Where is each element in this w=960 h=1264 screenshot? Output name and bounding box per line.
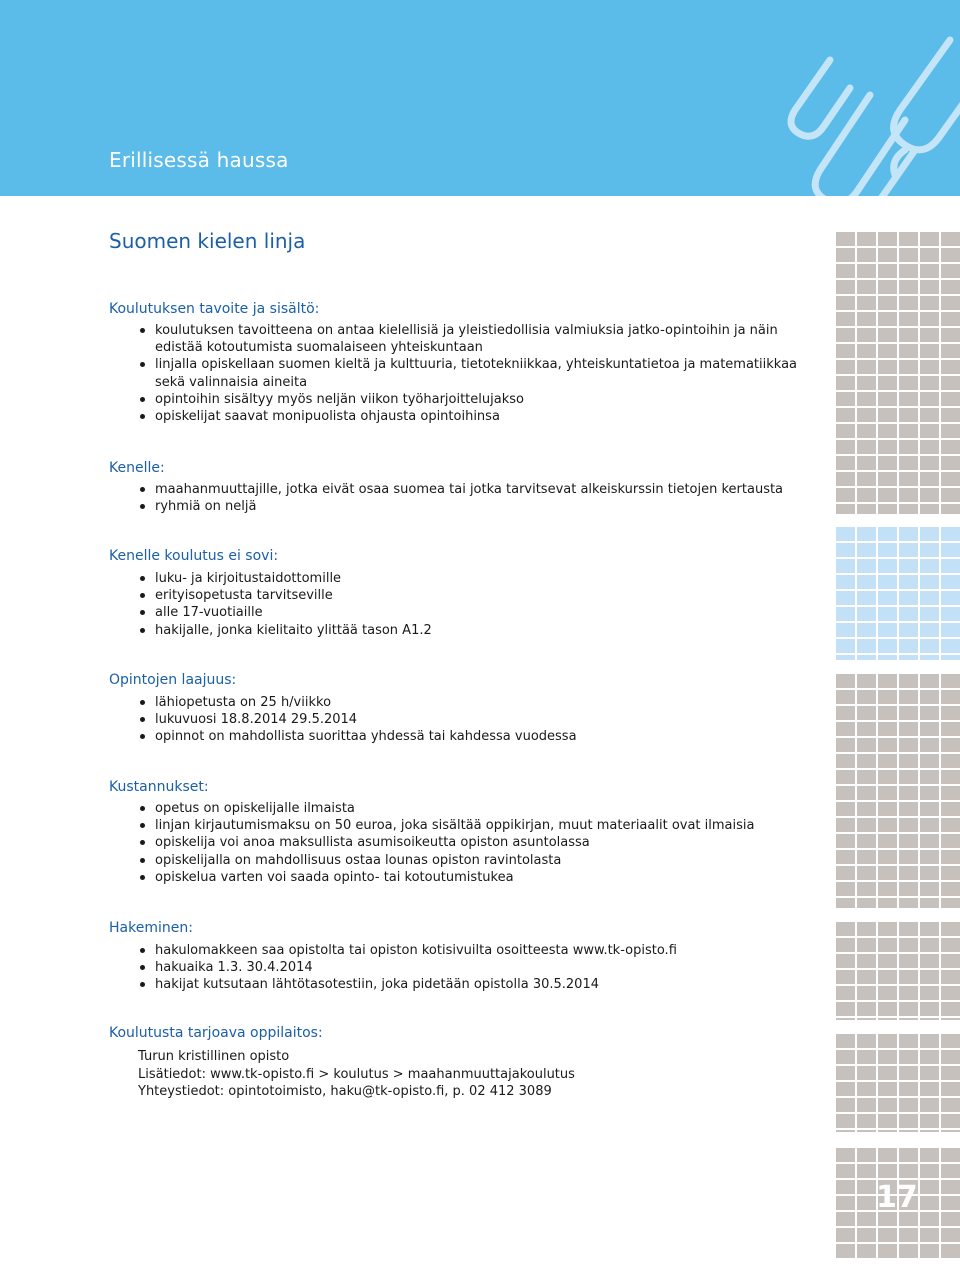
list-item: hakijat kutsutaan lähtötasotestiin, joka pidetään opistolla 30.5.2014 <box>138 976 818 993</box>
list-item: opiskelua varten voi saada opinto- tai kotoutumistukea <box>138 869 818 886</box>
contact-line: Yhteystiedot: opintotoimisto, haku@tk-opisto.fi, p. 02 412 3089 <box>138 1084 552 1099</box>
list-goals <box>138 322 818 425</box>
section-title-costs: Kustannukset: <box>109 779 209 795</box>
list-item: linjan kirjautumismaksu on 50 euroa, joka sisältää oppikirjan, muut materiaalit ovat ilmaisia <box>138 817 818 834</box>
list-scope <box>138 694 818 746</box>
list-item: opetus on opiskelijalle ilmaista <box>138 800 818 817</box>
list-for-whom <box>138 481 818 515</box>
list-item: hakuaika 1.3. 30.4.2014 <box>138 959 818 976</box>
header-banner <box>0 0 960 196</box>
section-title-applying: Hakeminen: <box>109 920 193 936</box>
list-item: ryhmiä on neljä <box>138 498 818 515</box>
list-not-for <box>138 570 818 639</box>
institution-name: Turun kristillinen opisto <box>138 1049 290 1064</box>
grid-block-gray-3 <box>834 920 960 1020</box>
list-item: hakulomakkeen saa opistolta tai opiston kotisivuilta osoitteesta www.tk-opisto.fi <box>138 942 818 959</box>
grid-block-gray-1 <box>834 230 960 514</box>
grid-block-gray-4 <box>834 1032 960 1132</box>
more-info-line: Lisätiedot: www.tk-opisto.fi > koulutus > maahanmuuttajakoulutus <box>138 1066 575 1082</box>
list-item: lukuvuosi 18.8.2014 29.5.2014 <box>138 711 818 728</box>
list-item: opintoihin sisältyy myös neljän viikon työharjoittelujakso <box>138 391 818 408</box>
list-item: alle 17-vuotiaille <box>138 604 818 621</box>
section-title-for-whom: Kenelle: <box>109 460 165 476</box>
grid-block-gray-2 <box>834 672 960 908</box>
header-title: Erillisessä haussa <box>109 148 289 172</box>
paperclip-decoration-icon <box>700 0 960 196</box>
list-item: hakijalle, jonka kielitaito ylittää tason A1.2 <box>138 622 818 639</box>
list-item: opiskelijalla on mahdollisuus ostaa lounas opiston ravintolasta <box>138 852 818 869</box>
list-applying <box>138 942 818 994</box>
page-number: 17 <box>876 1180 918 1215</box>
list-item: opinnot on mahdollista suorittaa yhdessä tai kahdessa vuodessa <box>138 728 818 745</box>
list-costs <box>138 800 818 886</box>
list-item: maahanmuuttajille, jotka eivät osaa suomea tai jotka tarvitsevat alkeiskurssin tietojen kertausta <box>138 481 818 498</box>
list-item: koulutuksen tavoitteena on antaa kielellisiä ja yleistiedollisia valmiuksia jatko-opintoihin ja näin edistää kotoutumista suomalaiseen yhteiskuntaan <box>138 322 818 356</box>
section-title-not-for: Kenelle koulutus ei sovi: <box>109 548 279 564</box>
section-title-goals: Koulutuksen tavoite ja sisältö: <box>109 301 320 317</box>
list-item: luku- ja kirjoitustaidottomille <box>138 570 818 587</box>
section-title-scope: Opintojen laajuus: <box>109 672 237 688</box>
list-item: linjalla opiskellaan suomen kieltä ja kulttuuria, tietotekniikkaa, yhteiskuntatietoa ja matematiikkaa sekä valinnaisia aineita <box>138 356 818 390</box>
institution-info <box>138 1048 818 1101</box>
grid-block-blue <box>834 525 960 660</box>
section-title-institution: Koulutusta tarjoava oppilaitos: <box>109 1025 323 1041</box>
list-item: erityisopetusta tarvitseville <box>138 587 818 604</box>
list-item: lähiopetusta on 25 h/viikko <box>138 694 818 711</box>
list-item: opiskelija voi anoa maksullista asumisoikeutta opiston asuntolassa <box>138 834 818 851</box>
list-item: opiskelijat saavat monipuolista ohjausta opintoihinsa <box>138 408 818 425</box>
page-title: Suomen kielen linja <box>109 229 306 253</box>
